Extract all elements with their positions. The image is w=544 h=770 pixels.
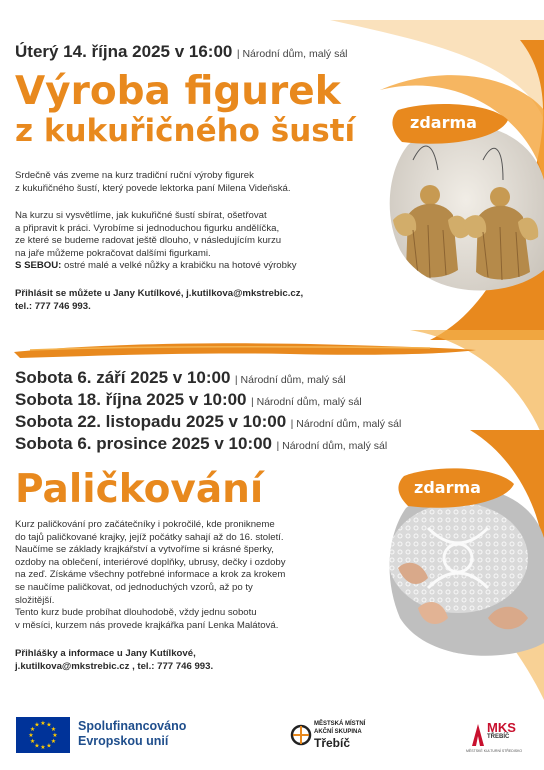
event2-date-line-4	[15, 434, 387, 454]
event1-contact-line2: tel.: 777 746 993.	[15, 300, 91, 312]
event1-venue: | Národní dům, malý sál	[236, 48, 348, 60]
event2-date-4: Sobota 6. prosince 2025 v 10:00	[15, 434, 273, 453]
event2-venue-1: | Národní dům, malý sál	[234, 374, 346, 386]
event1-contact	[15, 288, 303, 313]
svg-text:★: ★	[34, 721, 40, 729]
event1-intro-line1: Srdečně vás zveme na kurz tradiční ruční výroby figurek	[15, 170, 254, 181]
svg-text:★: ★	[40, 720, 46, 727]
event1-contact-line1[interactable]: Přihlásit se můžete u Jany Kutílkové, j.kutilkova@mkstrebic.cz,	[15, 288, 304, 299]
svg-text:★: ★	[46, 742, 52, 750]
mas-line2: AKČNÍ SKUPINA	[314, 729, 362, 735]
event2-contact	[15, 648, 213, 673]
event2-contact-line2[interactable]: j.kutilkova@mkstrebic.cz , tel.: 777 746 993.	[15, 660, 214, 672]
svg-text:★: ★	[34, 742, 40, 750]
event2-desc-line: složitější.	[15, 594, 55, 606]
event1-intro-line2: z kukuřičného šustí, který povede lektorka paní Milena Videňská.	[15, 182, 291, 194]
mas-line3: Třebíč	[314, 736, 351, 750]
event2-desc-line: Kurz paličkování pro začátečníky i pokročilé, kde pronikneme	[15, 519, 275, 530]
eu-cofunded-label	[78, 719, 186, 749]
event1-desc-line3: ze které se budeme radovat ještě dlouho, v následujícím kurzu	[15, 235, 282, 247]
event1-desc-line1: Na kurzu si vysvětlíme, jak kukuřičné šustí sbírat, ošetřovat	[15, 210, 267, 221]
event1-desc-line2: a připravit k práci. Vyrobíme si jednoduchou figurku andělíčka,	[15, 222, 280, 234]
event2-desc-line: na zeď. Získáme všechny potřebné informace a krok za krokem	[15, 569, 286, 581]
event1-desc-line4: na jaře můžeme pokračovat dalšími figurkami.	[15, 247, 211, 259]
event2-venue-2: | Národní dům, malý sál	[250, 396, 362, 408]
mas-line1: MĚSTSKÁ MÍSTNÍ	[314, 721, 366, 727]
event2-desc-line: Naučíme se základy krajkářství a vytvoříme si krásné šperky,	[15, 544, 274, 556]
mks-name: MKS	[487, 720, 516, 735]
svg-text:★: ★	[52, 732, 58, 739]
event2-date-2: Sobota 18. října 2025 v 10:00	[15, 390, 247, 409]
svg-text:★: ★	[40, 744, 46, 751]
event1-bring-text: ostré malé a velké nůžky a krabičku na hotové výrobky	[61, 260, 297, 272]
mks-city: TŘEBÍČ	[487, 734, 510, 740]
event1-date: Úterý 14. října 2025 v 16:00	[15, 42, 233, 61]
event1-bring-label: S SEBOU:	[15, 260, 62, 272]
mas-logo-icon	[290, 720, 312, 750]
event1-title-line2: z kukuřičného šustí	[15, 113, 356, 149]
event2-contact-line1: Přihlášky a informace u Jany Kutílkové,	[15, 648, 196, 659]
mks-logo-icon	[470, 722, 486, 748]
event1-bring-line	[15, 260, 297, 273]
event2-date-1: Sobota 6. září 2025 v 10:00	[15, 368, 231, 387]
event2-desc-line: se naučíme paličkovat, od jednoduchých vzorů, až po ty	[15, 581, 253, 593]
event1-date-line	[15, 42, 348, 62]
event1-intro	[15, 170, 291, 195]
event2-date-line-1	[15, 368, 346, 388]
brush-stroke-divider	[10, 338, 480, 360]
eu-line2: Evropskou unií	[78, 734, 169, 748]
event1-free-badge: zdarma	[410, 113, 477, 132]
event1-title-line1: Výroba figurek	[15, 69, 341, 114]
mks-subtitle: MĚSTSKÉ KULTURNÍ STŘEDISKO	[466, 749, 523, 753]
event2-description	[15, 519, 286, 632]
svg-text:★: ★	[50, 726, 57, 733]
event2-title: Paličkování	[15, 467, 264, 512]
mas-logo	[314, 720, 365, 750]
event1-description	[15, 210, 297, 273]
event2-venue-3: | Národní dům, malý sál	[290, 418, 402, 430]
svg-text:★: ★	[46, 721, 52, 729]
event2-desc-line: do tajů paličkované krajky, jejíž počátky sahají až do 16. století.	[15, 531, 284, 543]
event2-free-badge: zdarma	[414, 478, 481, 497]
event2-date-line-2	[15, 390, 362, 410]
eu-line1: Spolufinancováno	[78, 719, 187, 733]
event2-desc-line: v měsíci, kurzem nás provede krajkářka paní Lenka Malátová.	[15, 619, 279, 631]
svg-text:★: ★	[50, 738, 57, 745]
eu-flag-icon	[16, 717, 70, 753]
event2-date-line-3	[15, 412, 401, 432]
event2-desc-line: Tento kurz bude probíhat dlouhodobě, vždy jednu sobotu	[15, 607, 257, 619]
event2-desc-line: ozdoby na oblečení, interiérové doplňky, ubrusy, dečky i ozdoby	[15, 556, 286, 568]
svg-text:★: ★	[28, 732, 34, 739]
event2-date-3: Sobota 22. listopadu 2025 v 10:00	[15, 412, 287, 431]
event2-venue-4: | Národní dům, malý sál	[276, 440, 388, 452]
svg-text:★: ★	[29, 726, 36, 733]
mks-logo	[487, 722, 516, 741]
svg-text:★: ★	[29, 738, 36, 745]
